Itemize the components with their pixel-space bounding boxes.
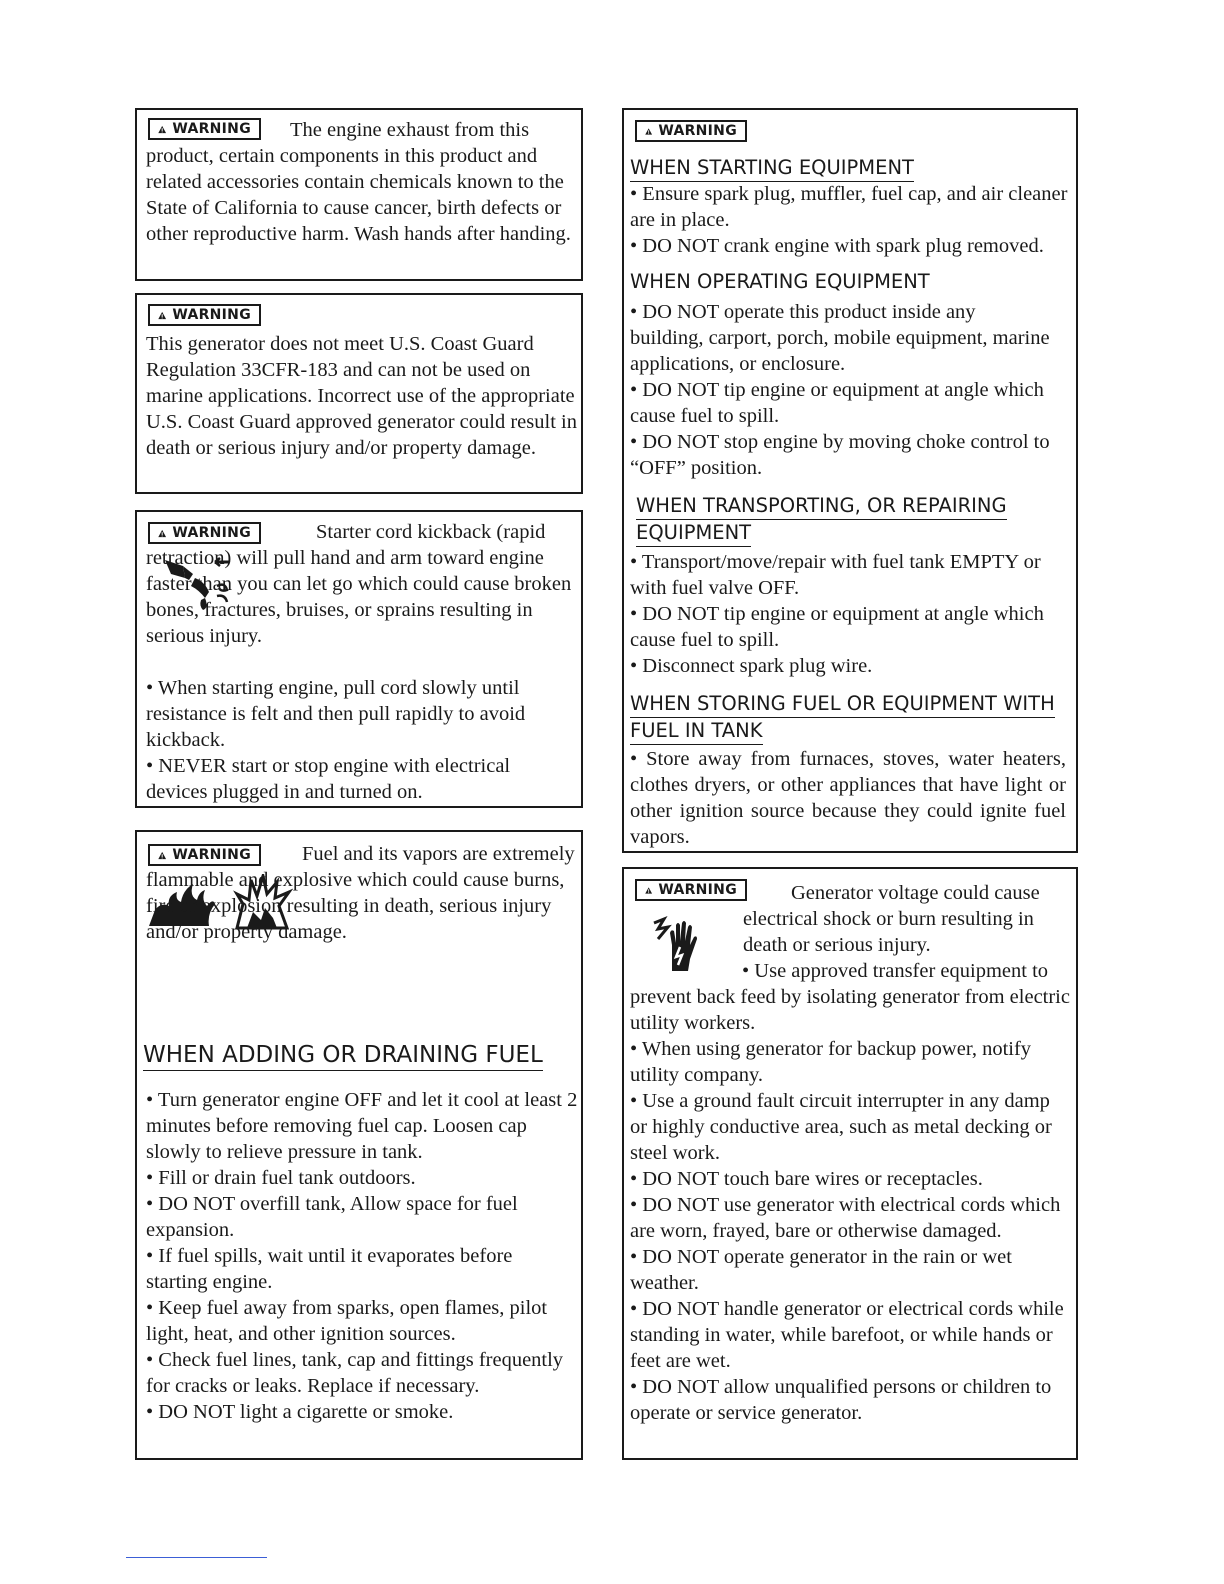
warning-box-coast-guard [135, 293, 583, 494]
list-item: • Transport/move/repair with fuel tank EMPTY or with fuel valve OFF. [630, 551, 1041, 599]
list-item: • Store away from furnaces, stoves, water heaters, clothes dryers, or other appliances that have light or other ignition source because they could ignite fuel vapors. [630, 748, 1066, 848]
warning-badge [148, 304, 261, 326]
california-warning-text: The engine exhaust from this product, certain components in this product and related accessories contain chemicals known to the State of California to cause cancer, birth defects or other reproductive harm. Wash hands after handing. [146, 119, 571, 245]
list-item: • DO NOT stop engine by moving choke control to “OFF” position. [630, 431, 1050, 479]
electrical-bullet-list [630, 958, 1070, 1426]
warning-triangle-icon [158, 309, 166, 322]
section-heading-text: EQUIPMENT [636, 521, 752, 544]
list-item: • Use a ground fault circuit interrupter in any damp or highly conductive area, such as metal decking or steel work. [630, 1090, 1052, 1164]
warning-box-fuel [135, 830, 583, 1460]
list-item: • When using generator for backup power, notify utility company. [630, 1038, 1032, 1086]
list-item: • DO NOT crank engine with spark plug removed. [630, 235, 1044, 257]
list-item: • Ensure spark plug, muffler, fuel cap, and air cleaner are in place. [630, 183, 1068, 231]
starting-bullet-list [630, 181, 1070, 259]
list-item: • DO NOT touch bare wires or receptacles. [630, 1168, 983, 1190]
warning-badge-label: WARNING [172, 525, 251, 541]
warning-badge-label: WARNING [172, 121, 251, 137]
operating-bullet-list [630, 299, 1050, 481]
section-heading-text: WHEN OPERATING EQUIPMENT [630, 270, 930, 293]
transport-bullet-list [630, 549, 1074, 679]
warning-box-california [135, 108, 583, 281]
list-item: • DO NOT operate generator in the rain or wet weather. [630, 1246, 1012, 1294]
warning-box-electrical [622, 867, 1078, 1460]
section-heading-text: WHEN STARTING EQUIPMENT [630, 156, 914, 179]
warning-box-kickback [135, 510, 583, 808]
section-heading-text: WHEN STORING FUEL OR EQUIPMENT WITH [630, 692, 1055, 715]
warning-triangle-icon [645, 884, 652, 897]
electrical-intro-text: Generator voltage could cause electrical shock or burn resulting in death or serious injury. [743, 882, 1040, 956]
list-item: • DO NOT overfill tank, Allow space for fuel expansion. [146, 1193, 518, 1241]
warning-badge-label: WARNING [172, 307, 251, 323]
warning-badge [635, 120, 747, 142]
list-item: • Fill or drain fuel tank outdoors. [146, 1167, 416, 1189]
warning-badge-label: WARNING [172, 847, 251, 863]
footer-divider-line [126, 1557, 267, 1558]
section-heading-starting [630, 155, 914, 182]
list-item: • Use approved transfer equipment to prevent back feed by isolating generator from electric utility workers. [630, 960, 1070, 1034]
kickback-bullet-list [146, 675, 576, 805]
section-heading-storing [630, 691, 1055, 745]
list-item: • Disconnect spark plug wire. [630, 655, 873, 677]
list-item: • DO NOT light a cigarette or smoke. [146, 1401, 454, 1423]
warning-triangle-icon [645, 125, 652, 138]
list-item: • DO NOT allow unqualified persons or children to operate or service generator. [630, 1376, 1052, 1424]
list-item: • Keep fuel away from sparks, open flames, pilot light, heat, and other ignition sources. [146, 1297, 548, 1345]
coast-guard-warning-text: This generator does not meet U.S. Coast Guard Regulation 33CFR-183 and can not be used on marine applications. Incorrect use of the appropriate U.S. Coast Guard approved generator could result in death or serious injury and/or property damage. [146, 333, 577, 459]
warning-badge [635, 879, 747, 901]
kickback-intro-text: Starter cord kickback (rapid retraction) will pull hand and arm toward engine faster than you can let go which could cause broken bones, fractures, bruises, or sprains resulting in serious injury. [146, 521, 572, 647]
section-heading-text: FUEL IN TANK [630, 719, 763, 742]
list-item: • Check fuel lines, tank, cap and fittings frequently for cracks or leaks. Replace if necessary. [146, 1349, 564, 1397]
warning-badge-label: WARNING [658, 882, 737, 898]
list-item: • NEVER start or stop engine with electrical devices plugged in and turned on. [146, 755, 511, 803]
fuel-bullet-list [146, 1087, 578, 1425]
section-heading-adding-draining-fuel [143, 1040, 543, 1071]
list-item: • Turn generator engine OFF and let it cool at least 2 minutes before removing fuel cap. Loosen cap slowly to relieve pressure in tank. [146, 1089, 578, 1163]
storing-bullet-list [630, 746, 1066, 850]
warning-badge-label: WARNING [658, 123, 737, 139]
section-heading-transporting [636, 493, 1007, 547]
fuel-intro-text: Fuel and its vapors are extremely flammable and explosive which could cause burns, fire or explosion resulting in death, serious injury and/or property damage. [146, 843, 575, 943]
warning-box-equipment [622, 108, 1078, 853]
list-item: • DO NOT use generator with electrical cords which are worn, frayed, bare or otherwise damaged. [630, 1194, 1061, 1242]
section-heading-operating [630, 269, 930, 295]
section-heading-text: WHEN TRANSPORTING, OR REPAIRING [636, 494, 1007, 517]
list-item: • DO NOT tip engine or equipment at angle which cause fuel to spill. [630, 379, 1044, 427]
list-item: • When starting engine, pull cord slowly until resistance is felt and then pull rapidly to avoid kickback. [146, 677, 526, 751]
list-item: • If fuel spills, wait until it evaporates before starting engine. [146, 1245, 513, 1293]
section-heading-text: WHEN ADDING OR DRAINING FUEL [143, 1042, 543, 1068]
list-item: • DO NOT tip engine or equipment at angle which cause fuel to spill. [630, 603, 1044, 651]
list-item: • DO NOT operate this product inside any building, carport, porch, mobile equipment, marine applications, or enclosure. [630, 301, 1050, 375]
list-item: • DO NOT handle generator or electrical cords while standing in water, while barefoot, or while hands or feet are wet. [630, 1298, 1064, 1372]
